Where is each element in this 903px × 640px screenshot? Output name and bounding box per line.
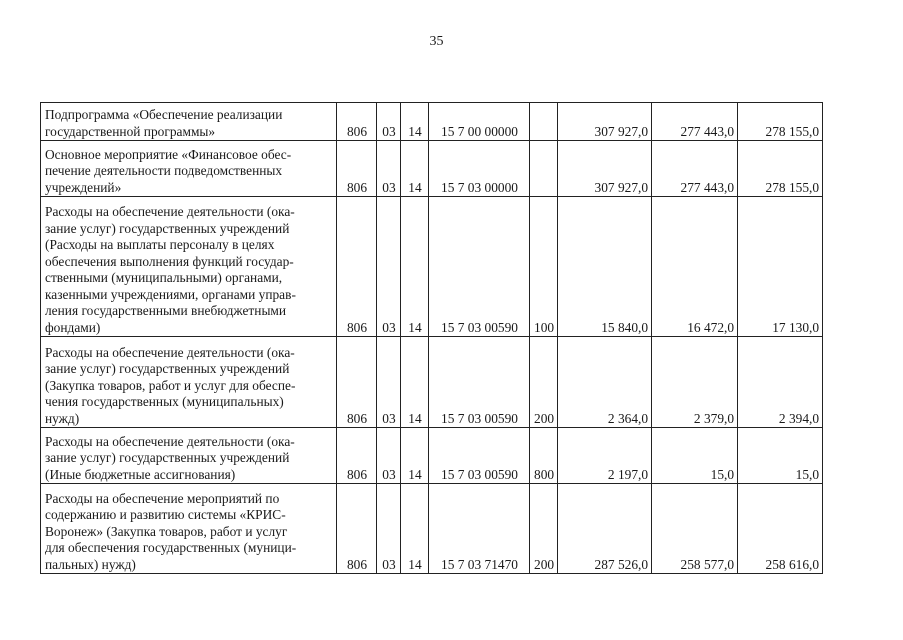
description-line: Подпрограмма «Обеспечение реализации [45,107,283,122]
subsection-code-cell: 14 [401,103,429,141]
section-code-cell: 03 [377,337,401,428]
expense-type-cell: 200 [530,484,558,574]
description-line: ственными (муниципальными) органами, [45,270,283,285]
amount-year2-cell: 258 577,0 [652,484,738,574]
subsection-code-cell: 14 [401,337,429,428]
amount-year1-cell: 287 526,0 [558,484,652,574]
ved-code-cell: 806 [337,484,377,574]
section-code-cell: 03 [377,141,401,197]
section-code-cell: 03 [377,103,401,141]
target-article-cell: 15 7 03 00000 [429,141,530,197]
description-line: обеспечения выполнения функций государ- [45,253,294,269]
description-line: государственной программы» [45,123,216,139]
target-article-cell: 15 7 03 00590 [429,337,530,428]
section-code-cell: 03 [377,428,401,484]
target-article-cell: 15 7 00 00000 [429,103,530,141]
description-line: Расходы на обеспечение мероприятий по [45,490,280,506]
subsection-code-cell: 14 [401,141,429,197]
target-article-cell: 15 7 03 00590 [429,197,530,337]
ved-code-cell: 806 [337,337,377,428]
description-line: Расходы на обеспечение деятельности (ока- [45,344,295,360]
description-line: Основное мероприятие «Финансовое обес- [45,146,292,162]
ved-code-cell: 806 [337,428,377,484]
expense-type-cell: 200 [530,337,558,428]
amount-year1-cell: 2 197,0 [558,428,652,484]
amount-year3-cell: 17 130,0 [738,197,823,337]
description-cell [41,484,337,574]
description-line: (Расходы на выплаты персоналу в целях [45,237,275,252]
table-row [41,484,823,574]
ved-code-cell: 806 [337,103,377,141]
amount-year3-cell: 278 155,0 [738,141,823,197]
description-line: фондами) [45,319,101,335]
target-article-cell: 15 7 03 00590 [429,428,530,484]
description-line: зание услуг) государственных учреждений [45,450,290,465]
table-row [41,428,823,484]
description-cell [41,428,337,484]
description-line: учреждений» [45,179,122,195]
expense-type-cell [530,141,558,197]
amount-year2-cell: 16 472,0 [652,197,738,337]
section-code-cell: 03 [377,484,401,574]
expense-type-cell [530,103,558,141]
description-cell [41,197,337,337]
page-number: 35 [429,34,444,49]
amount-year3-cell: 15,0 [738,428,823,484]
amount-year1-cell: 307 927,0 [558,103,652,141]
amount-year1-cell: 15 840,0 [558,197,652,337]
amount-year3-cell: 258 616,0 [738,484,823,574]
description-line: (Закупка товаров, работ и услуг для обеспе- [45,377,296,393]
table-row [41,141,823,197]
amount-year2-cell: 15,0 [652,428,738,484]
ved-code-cell: 806 [337,197,377,337]
description-cell [41,103,337,141]
target-article-cell: 15 7 03 71470 [429,484,530,574]
table-row [41,197,823,337]
description-cell [41,337,337,428]
table-row [41,103,823,141]
description-line: зание услуг) государственных учреждений [45,220,290,236]
description-line: казенными учреждениями, органами управ- [45,286,296,302]
description-line: для обеспечения государственных (муници- [45,540,297,555]
description-line: нужд) [45,410,80,426]
description-line: чения государственных (муниципальных) [45,394,284,409]
description-line: Расходы на обеспечение деятельности (ока- [45,204,295,219]
amount-year2-cell: 2 379,0 [652,337,738,428]
table-row [41,337,823,428]
description-line: (Иные бюджетные ассигнования) [45,466,236,482]
subsection-code-cell: 14 [401,197,429,337]
description-line: содержанию и развитию системы «КРИС- [45,507,286,522]
description-line: Воронеж» (Закупка товаров, работ и услуг [45,523,288,539]
subsection-code-cell: 14 [401,484,429,574]
section-code-cell: 03 [377,197,401,337]
amount-year1-cell: 307 927,0 [558,141,652,197]
table-body [41,103,823,574]
expense-type-cell: 100 [530,197,558,337]
amount-year2-cell: 277 443,0 [652,141,738,197]
description-line: зание услуг) государственных учреждений [45,361,290,376]
description-line: пальных) нужд) [45,556,136,572]
description-line: печение деятельности подведомственных [45,163,283,178]
ved-code-cell: 806 [337,141,377,197]
subsection-code-cell: 14 [401,428,429,484]
expense-type-cell: 800 [530,428,558,484]
description-line: Расходы на обеспечение деятельности (ока- [45,433,295,449]
amount-year3-cell: 2 394,0 [738,337,823,428]
amount-year2-cell: 277 443,0 [652,103,738,141]
amount-year3-cell: 278 155,0 [738,103,823,141]
budget-table [40,102,823,574]
amount-year1-cell: 2 364,0 [558,337,652,428]
description-cell [41,141,337,197]
description-line: ления государственными внебюджетными [45,303,287,318]
